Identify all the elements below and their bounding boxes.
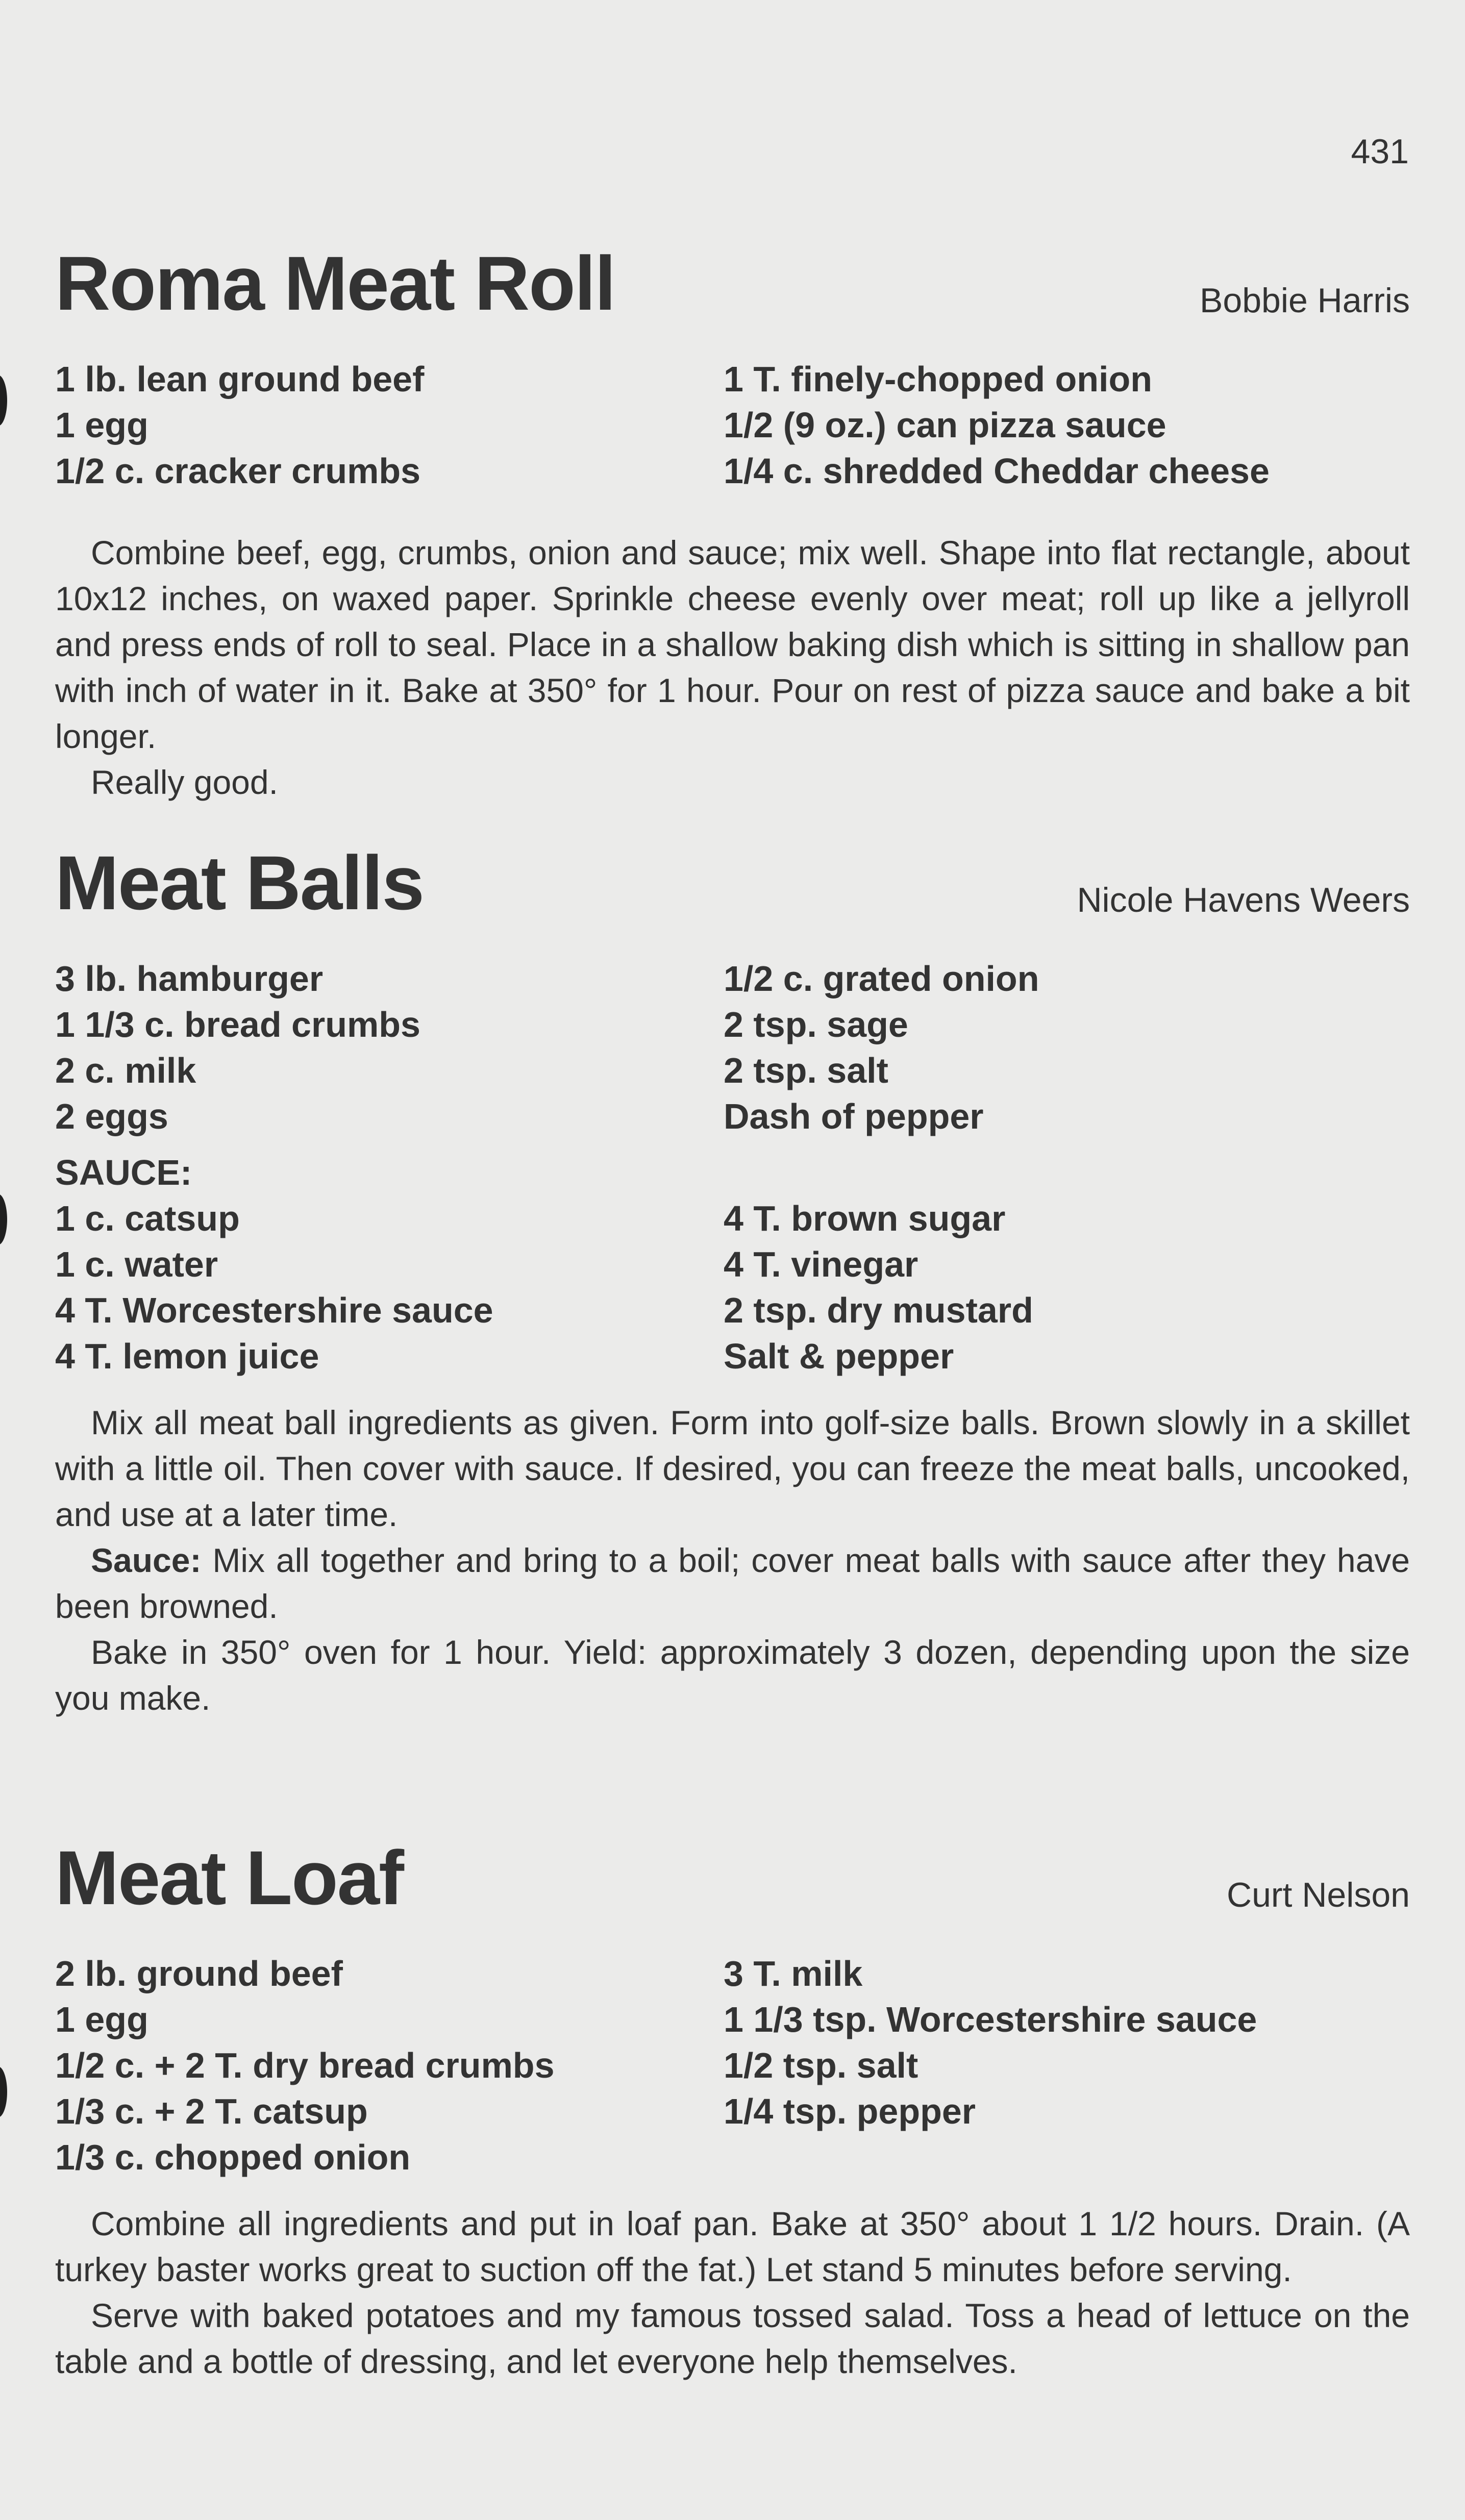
ingredient: 1 1/3 c. bread crumbs [55,1005,420,1044]
ingredient: 1/3 c. + 2 T. catsup [55,2091,368,2131]
recipe-directions [55,1400,1410,1721]
recipe-directions [55,530,1410,805]
ingredient-column-right [724,1951,1257,2134]
sauce-column-right [724,1195,1033,1379]
directions-paragraph: Bake in 350° oven for 1 hour. Yield: approximately 3 dozen, depending upon the size you make. [55,1633,1410,1717]
ingredient: 2 c. milk [55,1051,196,1090]
ingredient-column-right [724,956,1039,1139]
ingredient: 1 lb. lean ground beef [55,359,425,399]
ingredient: 4 T. brown sugar [724,1199,1006,1238]
ingredient: 1/3 c. chopped onion [55,2137,411,2177]
directions-paragraph: Serve with baked potatoes and my famous tossed salad. Toss a head of lettuce on the table and a bottle of dressing, and let everyone help themselves. [55,2297,1410,2380]
sauce-text: Mix all together and bring to a boil; cover meat balls with sauce after they have been browned. [55,1541,1410,1625]
ingredient-column-left [55,956,420,1139]
recipe-header [55,1829,1410,1926]
ingredient: 1 1/3 tsp. Worcestershire sauce [724,2000,1257,2039]
recipe-roma-meat-roll [55,235,1410,805]
sauce-directions-paragraph [55,1537,1410,1629]
page-number: 431 [1351,132,1409,171]
ingredient-column-left [55,356,424,494]
recipe-author: Nicole Havens Weers [1077,881,1410,919]
ingredient: 1/2 c. grated onion [724,959,1039,999]
binding-hole-middle [0,1194,7,1245]
ingredient: 3 T. milk [724,1954,863,1993]
ingredient: 1/4 c. shredded Cheddar cheese [724,451,1270,491]
ingredient: 2 tsp. sage [724,1005,908,1044]
binding-hole-bottom [0,2066,7,2117]
ingredient: 1/2 c. + 2 T. dry bread crumbs [55,2045,555,2085]
sauce-column-left [55,1195,493,1379]
binding-hole-top [0,375,7,426]
recipe-header [55,834,1410,931]
ingredient-column-right [724,356,1270,494]
ingredient: 1 T. finely-chopped onion [724,359,1152,399]
recipe-directions [55,2201,1410,2384]
directions-paragraph: Really good. [91,763,278,801]
ingredient: 1/2 (9 oz.) can pizza sauce [724,405,1166,445]
ingredient: 2 eggs [55,1096,168,1136]
recipe-meat-balls [55,834,1410,1721]
ingredient: Salt & pepper [724,1336,954,1376]
ingredient: 2 lb. ground beef [55,1954,343,1993]
ingredient-column-left [55,1951,555,2180]
ingredient: 2 tsp. dry mustard [724,1290,1033,1330]
ingredient-list [55,956,1410,1150]
ingredient-list [55,1951,1410,2190]
ingredient: 2 tsp. salt [724,1051,888,1090]
recipe-title: Roma Meat Roll [55,240,615,326]
directions-paragraph: Mix all meat ball ingredients as given. Form into golf-size balls. Brown slowly in a skillet with a little oil. Then cover with sauce. If desired, you can freeze the meat balls, uncooked, and use at a later time. [55,1404,1410,1533]
ingredient-list [55,356,1410,509]
directions-paragraph: Combine all ingredients and put in loaf pan. Bake at 350° about 1 1/2 hours. Drain. (A turkey baster works great to suction off the fat.) Let stand 5 minutes before serving. [55,2205,1410,2288]
sauce-lead: Sauce: [91,1541,202,1579]
ingredient: 1/2 tsp. salt [724,2045,918,2085]
ingredient: Dash of pepper [724,1096,984,1136]
recipe-meat-loaf [55,1829,1410,2384]
ingredient: 1 egg [55,2000,148,2039]
recipe-title: Meat Balls [55,840,424,926]
ingredient: 4 T. lemon juice [55,1336,319,1376]
ingredient: 1/2 c. cracker crumbs [55,451,421,491]
sauce-heading: SAUCE: [55,1153,192,1192]
recipe-author: Bobbie Harris [1200,281,1410,320]
ingredient: 4 T. vinegar [724,1244,918,1284]
recipe-author: Curt Nelson [1226,1876,1410,1914]
ingredient: 1 c. water [55,1244,218,1284]
ingredient: 4 T. Worcestershire sauce [55,1290,493,1330]
ingredient: 1 c. catsup [55,1199,240,1238]
ingredient: 1/4 tsp. pepper [724,2091,976,2131]
recipe-title: Meat Loaf [55,1835,404,1920]
recipe-header [55,235,1410,332]
sauce-ingredient-list [55,1195,1410,1400]
ingredient: 3 lb. hamburger [55,959,324,999]
directions-paragraph: Combine beef, egg, crumbs, onion and sauce; mix well. Shape into flat rectangle, about 10x12 inches, on waxed paper. Sprinkle cheese evenly over meat; roll up like a jellyroll and press ends of roll to seal. Place in a shallow baking dish which is sitting in shallow pan with inch of water in it. Bake at 350° for 1 hour. Pour on rest of pizza sauce and bake a bit longer. [55,534,1410,755]
ingredient: 1 egg [55,405,148,445]
